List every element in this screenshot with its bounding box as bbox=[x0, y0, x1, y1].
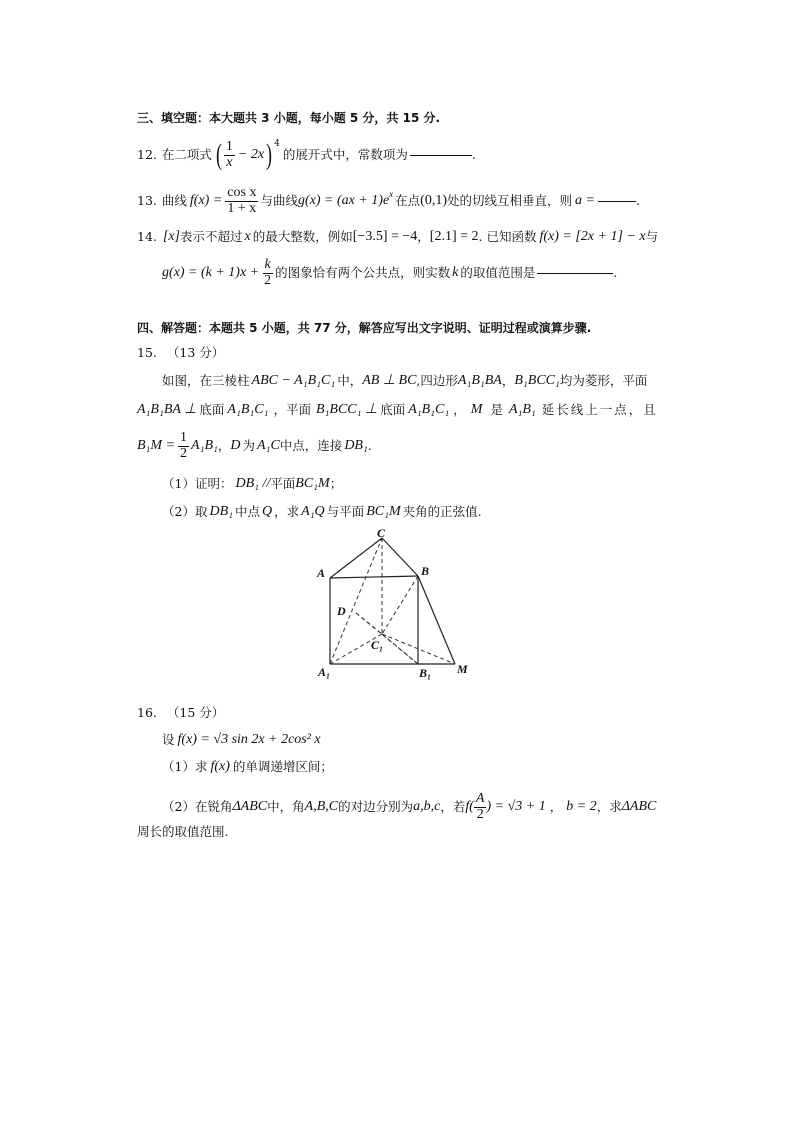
question-number: 12. bbox=[137, 146, 157, 162]
question-number: 16. bbox=[137, 705, 157, 720]
edge-BC1 bbox=[382, 576, 418, 634]
edge-DB1 bbox=[356, 613, 418, 664]
label-A1: A₁ bbox=[318, 665, 331, 679]
answer-blank[interactable] bbox=[410, 154, 472, 156]
question-14-line-2: g(x) = (k + 1)x + $\frac{k}{2}$ 的图象恰有两个公共点，则实数 k 的取值范围是 . bbox=[162, 256, 618, 288]
math-expr: g(x) = (ax + 1)e bbox=[297, 193, 390, 208]
label-B1: B₁ bbox=[419, 666, 432, 680]
question-score: （13 分） bbox=[166, 345, 225, 360]
edge-DC1 bbox=[356, 613, 382, 634]
exponent: 4 bbox=[274, 139, 280, 149]
question-text: 在二项式 bbox=[161, 146, 212, 162]
fraction-A-over-2: $\frac{A}{2}$ bbox=[475, 790, 485, 822]
exponent: x bbox=[389, 189, 394, 199]
label-B: B bbox=[421, 564, 430, 578]
label-D: D bbox=[337, 604, 346, 618]
question-text: 处的切线互相垂直，则 bbox=[447, 192, 573, 208]
question-15-part-2: （2）取 DB₁ 中点 Q ，求 A₁Q 与平面 BC₁M 夹角的正弦值. bbox=[162, 503, 482, 519]
fraction-1-over-2: $\frac{1}{2}$ bbox=[180, 429, 188, 461]
math-expr: (0,1) bbox=[420, 193, 447, 208]
question-number: 15. bbox=[137, 345, 157, 360]
answer-blank[interactable] bbox=[598, 200, 636, 202]
math-expr: f(x) = bbox=[189, 193, 223, 208]
section-heading-fill-in: 三、填空题：本大题共 3 小题，每小题 5 分，共 15 分. bbox=[137, 111, 441, 125]
section-heading-solutions: 四、解答题：本题共 5 小题，共 77 分，解答应写出文字说明、证明过程或演算步骤. bbox=[137, 321, 592, 335]
question-15-part-1: （1）证明： DB₁ // 平面 BC₁M ； bbox=[162, 475, 343, 491]
question-number: 13. bbox=[137, 192, 157, 208]
question-number: 14. bbox=[137, 228, 157, 244]
edge-AB bbox=[330, 576, 418, 578]
question-16-header bbox=[137, 707, 224, 720]
label-M: M bbox=[457, 662, 468, 676]
question-text: 的展开式中，常数项为 bbox=[282, 146, 408, 162]
question-16-part-1: （1）求 f(x) 的单调递增区间； bbox=[162, 758, 333, 774]
edge-CB bbox=[382, 538, 418, 576]
label-C: C bbox=[377, 526, 386, 540]
label-A: A bbox=[317, 566, 326, 580]
label-C1: C₁ bbox=[371, 638, 384, 652]
question-15-line-1: 如图，在三棱柱 ABC − A₁B₁C₁ 中， AB ⊥ BC ,四边形 A₁B₁BA ， B₁BCC₁ 均为菱形，平面 bbox=[162, 372, 648, 388]
question-score: （15 分） bbox=[166, 705, 225, 720]
question-16-part-2: （2）在锐角 ΔABC 中，角 A,B,C 的对边分别为 a,b,c ，若 f( $\frac{A}{2}$ ) = √3 + 1 ， b = 2 ，求 ΔABC bbox=[162, 790, 657, 822]
fraction-cos-over-1px: $\frac{\text{cos x}}{1 + x}$ bbox=[227, 184, 257, 216]
question-15-line-2: A₁B₁BA ⊥ 底面 A₁B₁C₁ ，平面 B₁BCC₁ ⊥ 底面 A₁B₁C₁ ， M 是 A₁B₁ 延长线上一点，且 bbox=[137, 401, 658, 417]
question-12: 12. 在二项式 ( $\frac{1}{x}$ − 2x ) 4 的展开式中，常数项为 . bbox=[137, 138, 476, 171]
question-text: 曲线 bbox=[161, 192, 187, 208]
question-text: 与曲线 bbox=[260, 192, 298, 208]
question-14-line-1: 14. [x] 表示不超过 x 的最大整数，例如 [−3.5] = −4 ， [2.1] = 2 . 已知函数 f(x) = [2x + 1] − x 与 bbox=[137, 228, 659, 244]
math-var: a = bbox=[575, 193, 595, 208]
math-term: − 2x bbox=[237, 147, 265, 162]
question-15-line-3: B₁M = $\frac{1}{2}$ A₁B₁ ， D 为 A₁C 中点，连接 DB₁ . bbox=[137, 429, 372, 461]
answer-blank[interactable] bbox=[537, 272, 613, 274]
fraction-1-over-x: $\frac{1}{x}$ bbox=[225, 138, 233, 170]
question-16-line-1: 设 f(x) = √3 sin 2x + 2cos² x bbox=[162, 731, 321, 747]
question-13: 13. 曲线 f(x) = $\frac{\text{cos x}}{1 + x}$ 与曲线 g(x) = (ax + 1)e x 在点 (0,1) 处的切线互相垂直，则 a = . bbox=[137, 184, 640, 216]
prism-figure bbox=[310, 525, 480, 685]
fraction-k-over-2: $\frac{k}{2}$ bbox=[264, 256, 272, 288]
question-15-header bbox=[137, 347, 224, 360]
question-16-line-3: 周长的取值范围. bbox=[137, 824, 229, 839]
question-text: 在点 bbox=[395, 192, 421, 208]
